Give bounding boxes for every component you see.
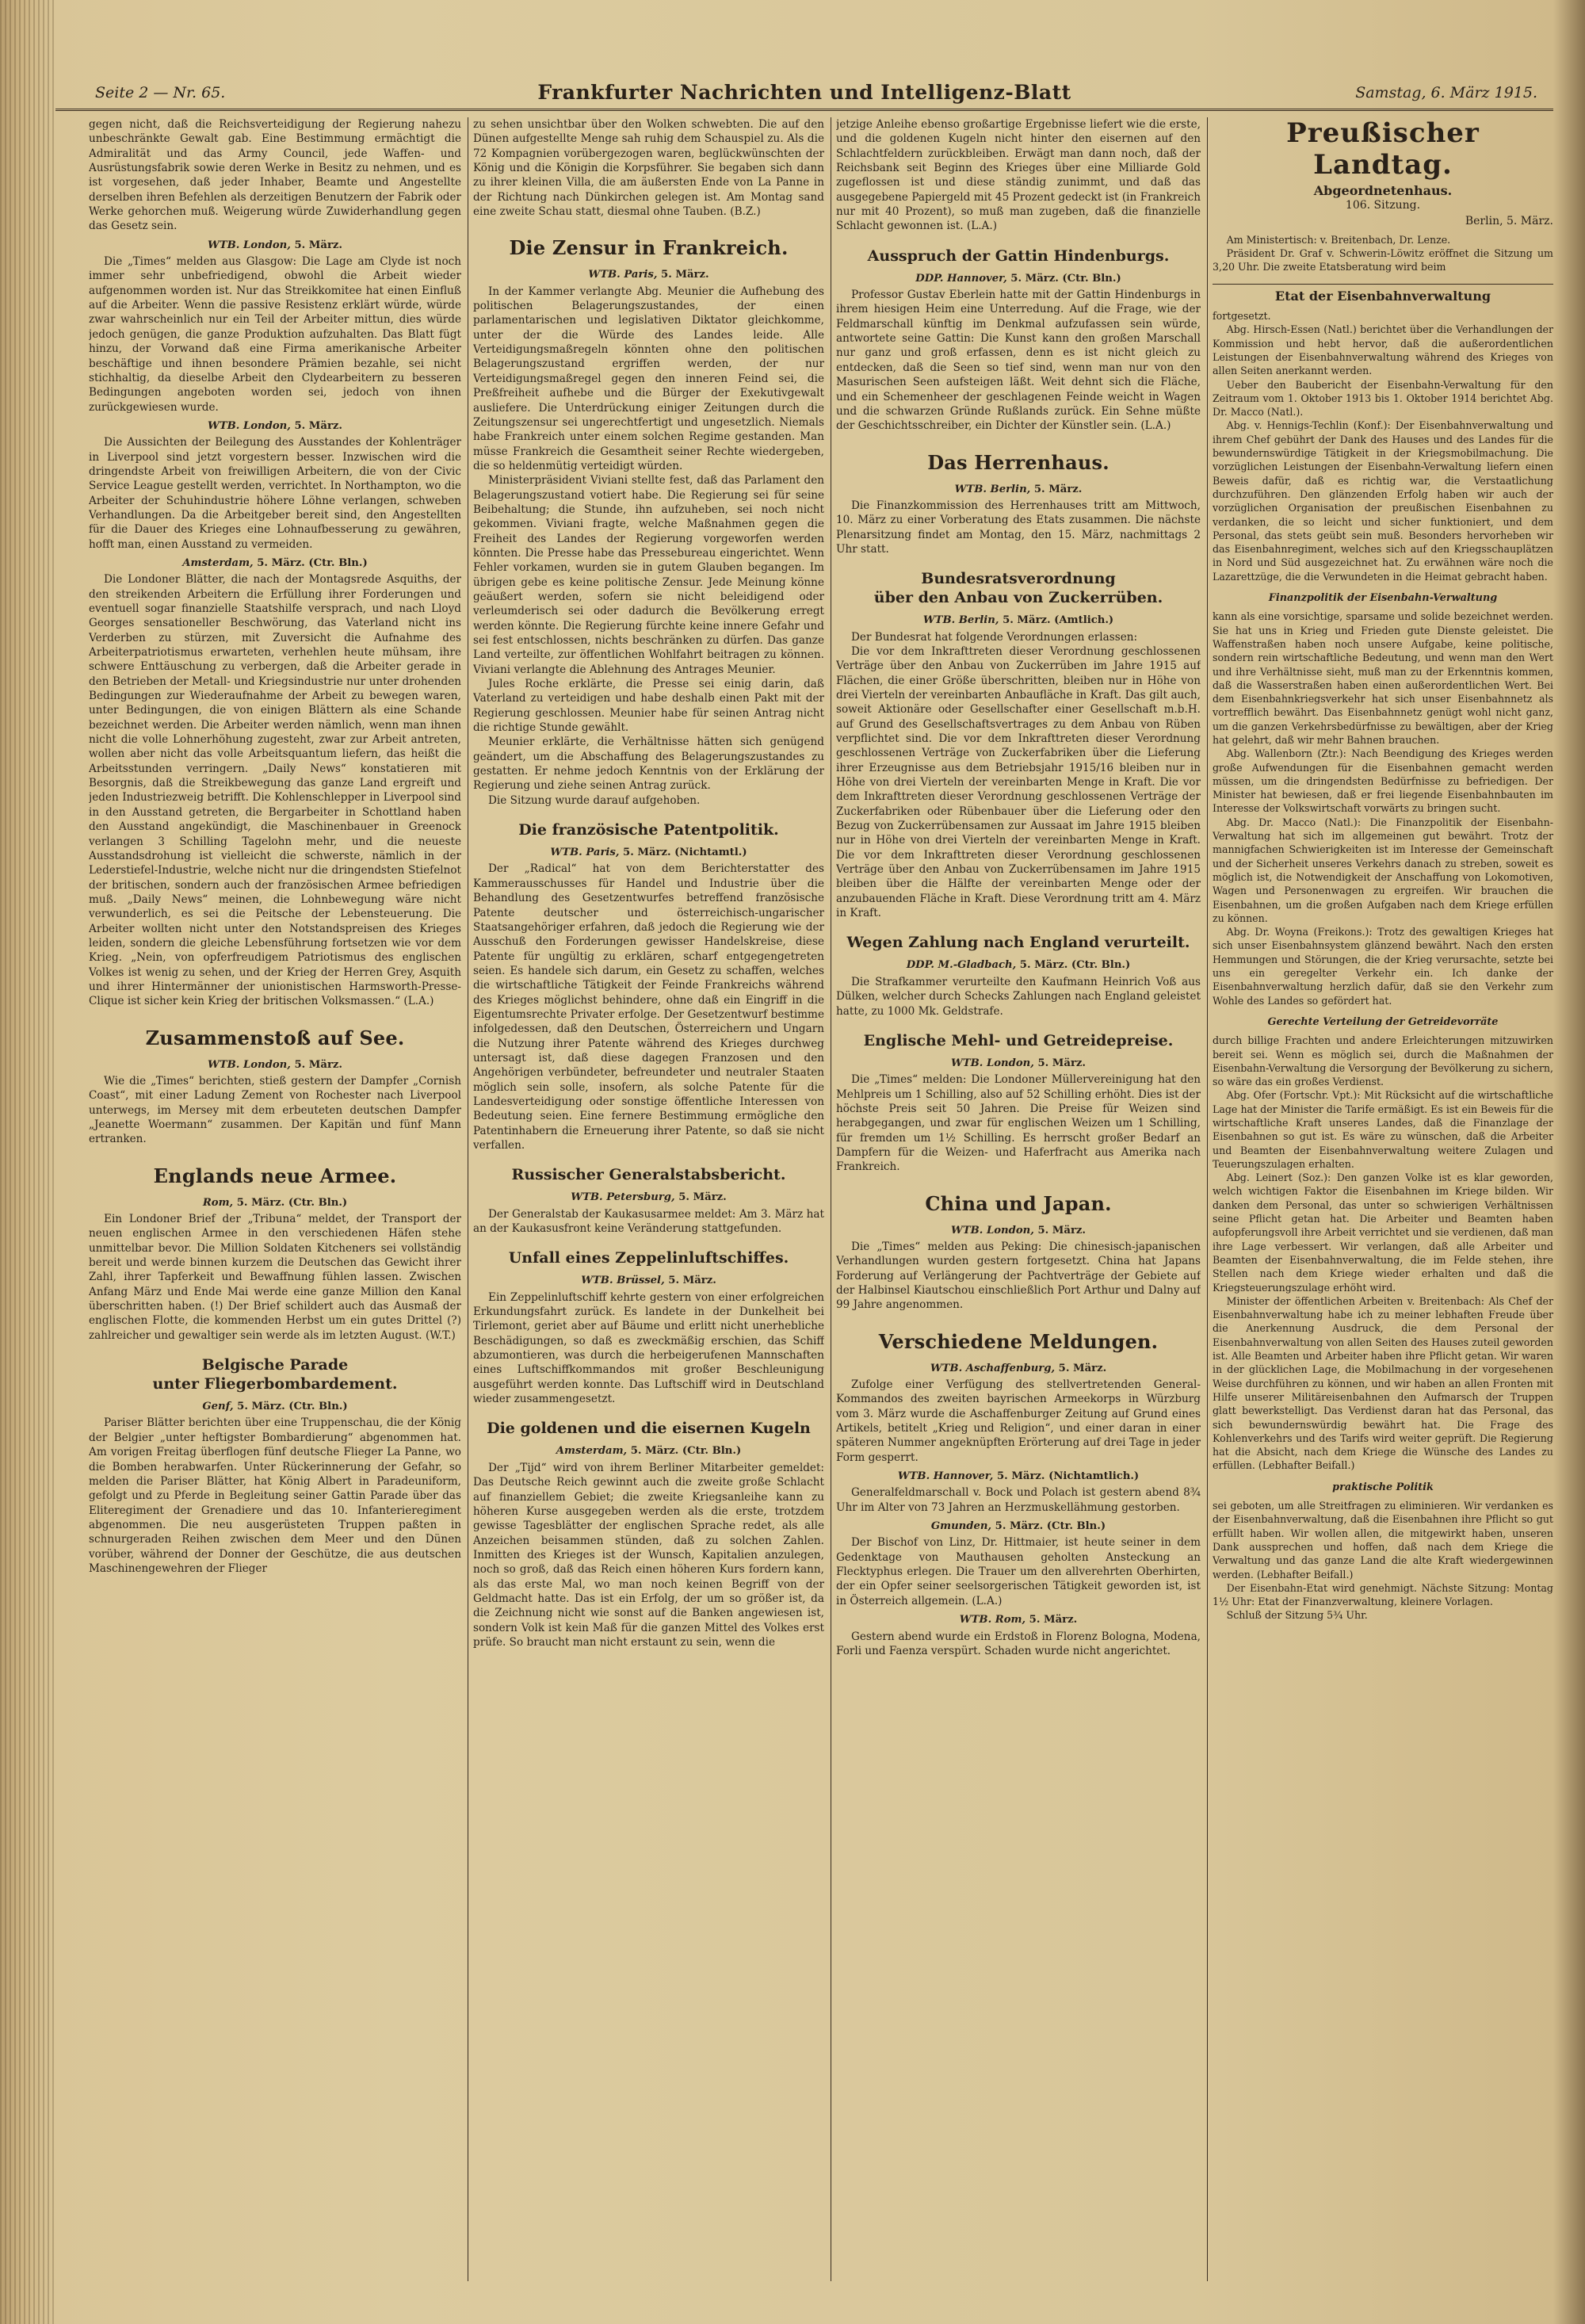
article-paragraph: Pariser Blätter berichten über eine Truppenschau, die der König der Belgier „unter heftigster Bombardierung“ abgenommen hat. Am vorigen Freitag überflogen fünf deutsche Flieger La Panne, wo die Bomben herabwarfen. Unter Rückerinnerung der Gefahr, so melden die Pariser Blätter, hat König Albert in Paradeuniform, gefolgt und zu Pferde in Begleitung seiner Gattin Parade über das Eliteregiment der Grenadiere und das 10. Infanterieregiment abgenommen. Die neu ausgerüsteten Truppen paßten in schnurgeraden Reihen zwischen dem Meer und den Dünen vorüber, während der Donner der Geschütze, die aus deutschen Maschinengewehren der Flieger [89, 1416, 461, 1575]
article-paragraph: Ueber den Baubericht der Eisenbahn-Verwaltung für den Zeitraum vom 1. Oktober 1913 bis 1. Oktober 1914 berichtet Abg. Dr. Macco (Natl.). [1213, 378, 1553, 419]
section-subtitle: Abgeordnetenhaus. [1313, 183, 1453, 198]
topic-heading: Etat der Eisenbahnverwaltung [1213, 284, 1553, 303]
article-paragraph: Abg. Dr. Macco (Natl.): Die Finanzpolitik der Eisenbahn-Verwaltung hat sich im allgemeinen gut bewährt. Trotz der mannigfachen Schwierigkeiten ist im Interesse der Gemeinschaft und der Sicherheit unseres Verkehrs danach zu streben, soweit es möglich ist, die Notwendigkeit der Anschaffung von Lokomotiven, Wagen und Personenwagen zu ergreifen. Wir brauchen die Eisenbahnen, um die großen Aufgaben nach dem Kriege erfüllen zu können. [1213, 816, 1553, 924]
article-paragraph: Die Sitzung wurde darauf aufgehoben. [488, 793, 701, 807]
subheading: praktische Politik [1332, 1481, 1434, 1493]
dateline: WTB. Brüssel, 5. März. [581, 1275, 716, 1287]
article-paragraph: Abg. Leinert (Soz.): Den ganzen Volke ist es klar geworden, welch wichtigen Faktor die Eisenbahnen im Kriege bilden. Wir danken dem Personal, das unter so schwierigen Verhältnissen seine Pflicht getan hat. Die Arbeiter und Beamten haben aufopferungsvoll ihre Arbeit verrichtet und sie verdienen, daß man ihre Lage verbessert. Wir verlangen, daß alle Arbeiter und Beamten der Eisenbahnverwaltung, die im Felde stehen, ihre Stellen nach dem Kriege wieder erhalten und daß die Kriegsteuerungszulage erhöht wird. [1213, 1172, 1553, 1294]
article-paragraph: zu sehen unsichtbar über den Wolken schwebten. Die auf den Dünen aufgestellte Menge sah ruhig dem Schauspiel zu. Als die 72 Kompagnien vorübergezogen waren, beglückwünschten der König und die Königin die Korpsführer. Sie begaben sich dann zu ihrer kleinen Villa, die am äußersten Ende von La Panne in der Richtung nach Dünkirchen gelegen ist. Am Montag sand eine zweite Schau statt, diesmal ohne Tauben. (B.Z.) [473, 118, 824, 219]
dateline: WTB. Berlin, 5. März. (Amtlich.) [922, 614, 1114, 627]
subheading: Finanzpolitik der Eisenbahn-Verwaltung [1268, 592, 1498, 605]
dateline: Rom, 5. März. (Ctr. Bln.) [202, 1196, 348, 1209]
article-paragraph: Die „Times“ melden aus Glasgow: Die Lage am Clyde ist noch immer sehr unbefriedigend, obwohl die Arbeit wieder aufgenommen worden ist. Nur das Streikkomitee hat einen Einfluß auf die Arbeiter. Wenn die passive Resistenz erklärt würde, würde zwar wahrscheinlich nur ein Teil der Arbeiter mittun, dies würde jedoch genügen, die ganze Produktion aufzuhalten. Das Blatt fügt hinzu, der Vorwand daß eine Firma amerikanische Arbeiter beschäftige und ihnen besondere Prämien bezahle, sei nicht stichhaltig, da dieselbe Arbeit den Clydearbeitern zu besseren Bedingungen angeboten worden sei, jedoch von ihnen zurückgewiesen wurde. [89, 255, 461, 414]
dateline: WTB. London, 5. März. [208, 419, 342, 432]
article-headline: Verschiedene Meldungen. [878, 1329, 1159, 1353]
column-rule [1207, 117, 1208, 2281]
article-paragraph: Gestern abend wurde ein Erdstoß in Florenz Bologna, Modena, Forli und Faenza verspürt. Schaden wurde nicht angerichtet. [836, 1630, 1201, 1657]
article-paragraph: kann als eine vorsichtige, sparsame und solide bezeichnet werden. Sie hat uns in Krieg und Frieden gute Dienste geleistet. Die Waffenstraßen haben noch unsere Aufgabe, keine politische, sondern rein wirtschaftliche Bedeutung, und wenn man den Wert und ihre Verhältnisse sieht, muß man zu der Erkenntnis kommen, daß die Wasserstraßen haben einen außerordentlichen Wert. Bei dem Eisenbahnkriegsverkehr hat sich unser Eisenbahnnetz als vortrefflich bewährt. Das Eisenbahnnetz genügt wohl nicht ganz, um die ganzen Verkehrsbedürfnisse zu bewältigen, aber der Krieg hat gelehrt, daß wir mehr Bahnen brauchen. [1213, 610, 1553, 746]
article-paragraph: Abg. Hirsch-Essen (Natl.) berichtet über die Verhandlungen der Kommission und hebt hervor, daß die außerordentlichen Leistungen der Eisenbahnverwaltung während des Krieges von allen Seiten anerkannt werden. [1213, 323, 1553, 377]
article-paragraph: Der Bischof von Linz, Dr. Hittmaier, ist heute seiner in dem Gedenktage von Mauthausen geholten Ansteckung an Flecktyphus erlegen. Die Trauer um den allverehrten Oberhirten, der ein Opfer seiner seelsorgerischen Tätigkeit geworden ist, ist in Österreich allgemein. (L.A.) [836, 1536, 1201, 1607]
article-paragraph: Jules Roche erklärte, die Presse sei einig darin, daß Vaterland zu verteidigen und habe deshalb einen Pakt mit der Regierung geschlossen. Meunier habe für seinen Antrag nicht die richtige Stunde gewählt. [473, 678, 824, 735]
article-headline: Die Zensur in Frankreich. [509, 236, 789, 260]
article-paragraph: Abg. Wallenborn (Ztr.): Nach Beendigung des Krieges werden große Aufwendungen für die Eisenbahnen gemacht werden müssen, um die dringendsten Bedürfnisse zu befriedigen. Der Minister hat bewiesen, daß er frei liegende Eisenbahnbauten im Interesse der Volkswirtschaft vorwärts zu bringen sucht. [1213, 747, 1553, 815]
article-headline-line2: über den Anbau von Zuckerrüben. [873, 589, 1163, 607]
article-headline: Die französische Patentpolitik. [518, 821, 779, 839]
article-headline: Die goldenen und die eisernen Kugeln [487, 1420, 811, 1438]
article-paragraph: sei geboten, um alle Streitfragen zu eliminieren. Wir verdanken es der Eisenbahnverwaltung, daß die Eisenbahnen ihre Pflicht so gut erfüllt haben. Wir wollen allen, die mitgewirkt haben, unseren Dank aussprechen und hoffen, daß nach dem Kriege die Verwaltung und das ganze Land die alte Kraft wiedergewinnen werden. (Lebhafter Beifall.) [1213, 1500, 1553, 1581]
dateline: WTB. Berlin, 5. März. [954, 483, 1083, 495]
article-paragraph: Minister der öffentlichen Arbeiten v. Breitenbach: Als Chef der Eisenbahnverwaltung habe ich zu meiner lebhaften Freude über die Anerkennung Ausdruck, die dem Personal der Eisenbahnverwaltung von allen Seiten des Hauses zuteil geworden ist. Alle Beamten und Arbeiter haben ihre Pflicht getan. Wir waren in der glücklichen Lage, die Mobilmachung in der vorgesehenen Weise durchführen zu können, und wir haben an allen Fronten mit Hilfe unserer Militäreisenbahnen den Aufmarsch der Truppen glatt bewerkstelligt. Das Verdienst daran hat das Personal, das sich bewundernswürdig bewährt hat. Die Frage des Kohlenverkehrs und des Tarifs wird weiter geprüft. Die Regierung hat die Absicht, nach dem Kriege die Wünsche des Landes zu erfüllen. (Lebhafter Beifall.) [1213, 1294, 1553, 1472]
dateline: WTB. London, 5. März. [208, 239, 342, 251]
article-headline: Ausspruch der Gattin Hindenburgs. [867, 247, 1170, 265]
article-paragraph: Ein Londoner Brief der „Tribuna“ meldet, der Transport der neuen englischen Armee in den verschiedenen Häfen stehe unmittelbar bevor. Die Million Soldaten Kitcheners sei vollständig bereit und werde binnen kurzem die Deutschen das Gewicht ihrer Zahl, ihrer Tapferkeit und Bewaffnung fühlen lassen. Zwischen Anfang März und Ende Mai werde eine ganze Million den Kanal überschritten haben. (!) Der Brief schildert auch das Ausmaß der englischen Flotte, die kommenden Herbst um ein gutes Drittel (?) zahlreicher und gewaltiger sein werde als im letzten August. (W.T.) [89, 1213, 461, 1342]
issue-date: Samstag, 6. März 1915. [1355, 84, 1537, 101]
article-paragraph: Der „Tijd“ wird von ihrem Berliner Mitarbeiter gemeldet: Das Deutsche Reich gewinnt auch die zweite große Schlacht auf finanziellem Gebiet; die zweite Kriegsanleihe kann zu höheren Kurse ausgegeben werden als die erste, trotzdem gewisse Tagesblätter der englischen Sprache redet, als alle Anzeichen beisammen stünden, daß zu solchen Zahlen. Inmitten des Krieges ist der Wunsch, Kapitalien anzulegen, noch so groß, daß das Reich einen höheren Kurs fordern kann, als das erste Mal, wo man noch keinen Begriff von der Geldmacht hatte. Das ist ein Erfolg, der um so größer ist, da die Zeichnung nicht wie sonst auf die Banken angewiesen ist, sondern Volk ist kein Maß für die ganzen Mittel des Volkes erst prüfe. So braucht man nicht erstaunt zu sein, wenn die [473, 1461, 824, 1649]
dateline: Genf, 5. März. (Ctr. Bln.) [202, 1401, 348, 1413]
article-headline: Bundesratsverordnung [921, 570, 1116, 588]
page-header [55, 79, 1553, 111]
article-paragraph: Die „Times“ melden aus Peking: Die chinesisch-japanischen Verhandlungen wurden gestern fortgesetzt. China hat Japans Forderung auf Verlängerung der Pachtverträge der Gebiete auf der Halbinsel Kiautschou einschließlich Port Arthur und Dalny auf 99 Jahre angenommen. [836, 1240, 1201, 1312]
dateline: Gmunden, 5. März. (Ctr. Bln.) [930, 1520, 1106, 1533]
article-headline: Das Herrenhaus. [927, 450, 1110, 474]
article-paragraph: Die Strafkammer verurteilte den Kaufmann Heinrich Voß aus Dülken, welcher durch Schecks Zahlungen nach England geleistet hatte, zu 1000 Mk. Geldstrafe. [836, 975, 1201, 1018]
article-headline: Englands neue Armee. [153, 1164, 397, 1187]
article-paragraph: Professor Gustav Eberlein hatte mit der Gattin Hindenburgs in ihrem hiesigen Heim eine Unterredung. Auf die Frage, wie der Feldmarschall künftig im Denkmal aufzufassen sein würde, antwortete seine Gattin: Die Kunst kann den großen Marschall nur ganz und groß erfassen, denn es ist nicht gleich zu entdecken, daß die Seen so tief sind, wenn man nur von den Masurischen Seen aufsteigen läßt. Weit dehnt sich die Fläche, und ein Schemenheer der geschlagenen Feinde weicht in Wagen und die schwarzen Gründe Rußlands zurück. Ein Sehne müßte der Geschichtsschreiber, ein Dichter der Künstler sein. (L.A.) [836, 289, 1201, 433]
dateline: WTB. Rom, 5. März. [959, 1614, 1078, 1626]
article-headline: Belgische Parade [201, 1356, 349, 1374]
article-paragraph: Abg. Dr. Woyna (Freikons.): Trotz des gewaltigen Krieges hat sich unser Eisenbahnsystem glänzend bewährt. Nach den ersten Hemmungen und Störungen, die der Krieg verursachte, setzte bei uns ein geregelter Verkehr ein. Ich danke der Eisenbahnverwaltung herzlich dafür, daß sie den Verkehr zum Wohle des Landes so gefördert hat. [1213, 926, 1553, 1007]
article-paragraph: jetzige Anleihe ebenso großartige Ergebnisse liefert wie die erste, und die goldenen Kugeln nicht hinter den eisernen auf den Schlachtfeldern zurückbleiben. Erwägt man dann noch, daß der Reichsbank seit Beginn des Krieges über eine Milliarde Gold zugeflossen ist und diese ständig zunimmt, und daß das ausgegebene Papiergeld mit 45 Prozent gedeckt ist (in Frankreich nur mit 40 Prozent), so muß man zugeben, daß die finanzielle Schlacht gewonnen ist. (L.A.) [836, 118, 1201, 233]
subheading: Gerechte Verteilung der Getreidevorräte [1267, 1015, 1499, 1028]
dateline: Amsterdam, 5. März. (Ctr. Bln.) [182, 556, 368, 569]
article-paragraph: Die Aussichten der Beilegung des Ausstandes der Kohlenträger in Liverpool sind jetzt vorgestern besser. Inzwischen wird die dringendste Arbeit von freiwilligen Arbeitern, die von der Civic Service League gestellt werden, verrichtet. In Northampton, wo die Arbeiter der Schuhindustrie höhere Löhne verlangen, schweben Verhandlungen. Da die Arbeitgeber bereit sind, den Angestellten für die Dauer des Krieges eine Lohnaufbesserung zu gewähren, hofft man, einen Ausstand zu vermeiden. [89, 436, 461, 551]
article-paragraph: Die „Times“ melden: Die Londoner Müllervereinigung hat den Mehlpreis um 1 Schilling, also auf 52 Schilling erhöht. Dies ist der höchste Preis seit 50 Jahren. Die Preise für Weizen sind herabgegangen, und zwar für englischen Weizen um 1 Schilling, für fremden um 1½ Schilling. Es herrscht großer Bedarf an Dampfern für die Weizen- und Haferfracht aus Amerika nach Frankreich. [836, 1073, 1201, 1174]
session-number: 106. Sitzung. [1345, 199, 1421, 212]
article-paragraph: gegen nicht, daß die Reichsverteidigung der Regierung nahezu unbeschränkte Gewalt gab. Eine Bestimmung ermächtigt die Admiralität und das Army Council, jede Waffen- und Ausrüstungsfabrik sowie deren Werke in Besitz zu nehmen, und es ist vorgesehen, daß jeder Inhaber, Beamte und Angestellte derselben ihren Befehlen als derzeitigen Benutzern der Fabrik oder Werke gehorchen muß. Weigerung würde Zuwiderhandlung gegen das Gesetz sein. [89, 118, 461, 233]
dateline: DDP. Hannover, 5. März. (Ctr. Bln.) [915, 272, 1121, 285]
article-paragraph: Präsident Dr. Graf v. Schwerin-Löwitz eröffnet die Sitzung um 3,20 Uhr. Die zweite Etatsberatung wird beim [1213, 247, 1553, 273]
dateline: Amsterdam, 5. März. (Ctr. Bln.) [556, 1445, 742, 1458]
article-headline-line2: unter Fliegerbombardement. [152, 1375, 398, 1393]
dateline: WTB. Petersburg, 5. März. [571, 1191, 727, 1204]
dateline: WTB. Paris, 5. März. [588, 269, 709, 281]
column-1 [89, 117, 461, 2273]
session-dateline: Berlin, 5. März. [1465, 214, 1553, 227]
article-paragraph: Die Finanzkommission des Herrenhauses tritt am Mittwoch, 10. März zu einer Vorberatung des Etats zusammen. Die nächste Plenarsitzung findet am Montag, den 15. März, nachmittags 2 Uhr statt. [836, 499, 1201, 556]
article-headline: Wegen Zahlung nach England verurteilt. [846, 934, 1190, 952]
masthead-title: Frankfurter Nachrichten und Intelligenz-Blatt [537, 81, 1071, 104]
article-headline: Zusammenstoß auf See. [145, 1026, 405, 1049]
article-paragraph: durch billige Frachten und andere Erleichterungen mitzuwirken bereit sei. Wenn es möglich sei, durch die Maßnahmen der Eisenbahn-Verwaltung die Versorgung der Bevölkerung zu sichern, so wäre das ein großes Verdienst. [1213, 1034, 1553, 1088]
article-paragraph: Der Bundesrat hat folgende Verordnungen erlassen: [851, 630, 1138, 644]
article-headline: Englische Mehl- und Getreidepreise. [863, 1031, 1174, 1049]
article-paragraph: Ministerpräsident Viviani stellte fest, daß das Parlament den Belagerungszustand votiert habe. Die Regierung sei für seine Beibehaltung; die Stunde, ihn aufzuheben, sei noch nicht gekommen. Viviani fragte, welche Maßnahmen gegen die Freiheit des Landes der Regierung vorgeworfen werden könnten. Die Presse habe das Pressebureau eingerichtet. Wenn Fehler vorkamen, wurden sie in gutem Glauben begangen. Im übrigen gebe es keine politische Zensur. Jede Meinung könne geäußert werden, sofern sie nicht beleidigend oder verleumderisch sei oder dadurch die Bevölkerung erregt werden könnte. Die Regierung fürchte keine innere Gefahr und sei fest entschlossen, nichts beschränken zu dürfen. Das ganze Land verteilte, zur öffentlichen Wohlfahrt beitragen zu können. Viviani verlangte die Ablehnung des Antrages Meunier. [473, 474, 824, 676]
article-paragraph: Der Generalstab der Kaukasusarmee meldet: Am 3. März hat an der Kaukasusfront keine Veränderung stattgefunden. [473, 1207, 824, 1236]
dateline: WTB. Aschaffenburg, 5. März. [930, 1362, 1107, 1374]
article-paragraph: Generalfeldmarschall v. Bock und Polach ist gestern abend 8¾ Uhr im Alter von 73 Jahren an Herzmuskellähmung gestorben. [836, 1486, 1201, 1514]
article-paragraph: Die Londoner Blätter, die nach der Montagsrede Asquiths, der den streikenden Arbeitern die Erfüllung ihrer Forderungen und eventuell sogar finanzielle Staatshilfe versprach, und nach Lloyd Georges sensationeller Beschwörung, das Vaterland nicht ins Verderben zu stürzen, mit Zuversicht die Aufnahme des Arbeiterpatriotismus erwarteten, verhehlen heute mühsam, ihre schwere Enttäuschung zu verbergen, daß die Arbeiter gerade in den Betrieben der Metall- und Kriegsindustrie nur unter drohenden Bedingungen zur Wiederaufnahme der Arbeit zu bewegen waren, unter Bedingungen, die von einigen Blättern als eine Schande bezeichnet werden. Die Arbeiter werden nämlich, wenn man ihnen nicht die volle Lohnerhöhung zugesteht, zwar zur Arbeit antreten, wollen aber nicht das volle Arbeitsquantum liefern, das heißt die Arbeitsstunden verringern. „Daily News“ konstatieren mit Besorgnis, daß die Streikbewegung das ganze Land ergreift und jeden Industriezweig betrifft. Die Kohlenschlepper in Liverpool sind in den Ausstand getreten, die Bergarbeiter in Schottland haben den Ausstand angekündigt, die Maschinenbauer in Greenock verlangen 3 Schilling Tagelohn mehr, und die neueste Ausstandsdrohung ist vielleicht die schwerste, nämlich in der Lederstiefel-Industrie, welche nicht nur die dringendsten Stiefelnot der britischen, sondern auch der französischen Armee befriedigen muß. „Daily News“ meinen, die Lohnbewegung wäre nicht verwunderlich, es sei die Peitsche der Lebensteuerung. Die Arbeiter wollten nicht unter den Notstandspreisen des Krieges leiden, sondern die gleiche Lebensführung fortsetzen wie vor dem Krieg. „Nein, von opferfreudigem Patriotismus des englischen Volkes ist wenig zu sehen, und der Krieg der Herren Grey, Asquith und ihrer Hintermänner der unionistischen Harmsworth-Presse-Clique ist sicher kein Krieg der britischen Volksmassen.“ (L.A.) [89, 573, 461, 1008]
article-paragraph: Meunier erklärte, die Verhältnisse hätten sich genügend geändert, um die Abschaffung des Belagerungszustandes zu gestatten. Er nehme jedoch Kenntnis von der Erklärung der Regierung und ziehe seinen Antrag zurück. [473, 736, 824, 793]
article-headline: China und Japan. [925, 1191, 1112, 1215]
article-paragraph: Der Eisenbahn-Etat wird genehmigt. Nächste Sitzung: Montag 1½ Uhr: Etat der Finanzverwaltung, kleinere Vorlagen. [1213, 1581, 1553, 1608]
column-3 [836, 117, 1201, 2273]
article-paragraph: Die vor dem Inkrafttreten dieser Verordnung geschlossenen Verträge über den Anbau von Zuckerrüben im Jahre 1915 auf Flächen, die einer Größe überschritten, bleiben nur in Höhe von drei Vierteln der vereinbarten Anbaufläche in Kraft. Das gilt auch, soweit Aktionäre oder Gesellschafter einer Gesellschaft m.b.H. auf Grund des Gesellschaftsvertrages zu dem Anbau von Rüben verpflichtet sind. Die vor dem Inkrafttreten dieser Verordnung geschlossenen Verträge von Zuckerfabriken über die Lieferung ihrer Erzeugnisse aus dem Betriebsjahr 1915/16 bleiben nur in Höhe von drei Vierteln der vereinbarten Menge in Kraft. Die vor dem Inkrafttreten dieser Verordnung geschlossenen Verträge der Zuckerfabriken oder Rübenbauer über die Lieferung oder den Bezug von Zuckerrübensamen zur Aussaat im Jahre 1915 bleiben nur in Höhe von drei Vierteln der vereinbarten Menge in Kraft. Die vor dem Inkrafttreten dieser Verordnung geschlossenen Verträge über den Anbau von Zuckerrübensamen im Jahre 1915 bleiben über die Hälfte der vereinbarten Menge oder der anzubauenden Fläche in Kraft. Diese Verordnung tritt am 4. März in Kraft. [836, 644, 1201, 920]
article-paragraph: Abg. v. Hennigs-Techlin (Konf.): Der Eisenbahnverwaltung und ihrem Chef gebührt der Dank des Hauses und des Landes für die bewundernswürdige Tätigkeit in der Kriegsmobilmachung. Die vorzüglichen Leistungen der Eisenbahn-Verwaltung liefern einen Beweis dafür, daß es richtig war, die Verstaatlichung durchzuführen. Den glänzenden Erfolg haben wir auch der vorzüglichen Organisation der preußischen Eisenbahnen zu verdanken, die so leicht und sicher funktioniert, und dem Personal, das stets geübt sein muß. Besonders hervorheben wir das Eisenbahnregiment, welches sich auf den Kriegsschauplätzen in Nord und Süd ausgezeichnet hat. Zu erwähnen wäre noch die Lazarettzüge, die die Verwundeten in die Heimat gebracht haben. [1213, 419, 1553, 583]
article-paragraph: Ein Zeppelinluftschiff kehrte gestern von einer erfolgreichen Erkundungsfahrt zurück. Es landete in der Dunkelheit bei Tirlemont, geriet aber auf Bäume und erlitt nicht unerhebliche Beschädigungen, so daß es zweckmäßig erschien, das Schiff abzumontieren, was durch die herbeigerufenen Mannschaften eines Luftschiffkommandos mit großer Beschleunigung ausgeführt werden konnte. Das Luftschiff wird in Deutschland wieder zusammengesetzt. [473, 1290, 824, 1406]
article-paragraph: Abg. Ofer (Fortschr. Vpt.): Mit Rücksicht auf die wirtschaftliche Lage hat der Minister die Tarife ermäßigt. Es ist ein Beweis für die wirtschaftliche Kraft unseres Landes, daß die Finanzlage der Eisenbahnen so gut ist. Es wäre zu wünschen, daß die Arbeiter und Beamten der Eisenbahnverwaltung weitere Zulagen und Teuerungszulagen erhalten. [1213, 1089, 1553, 1170]
article-paragraph: Schluß der Sitzung 5¾ Uhr. [1226, 1609, 1368, 1622]
article-paragraph: Am Ministertisch: v. Breitenbach, Dr. Lenze. [1226, 233, 1451, 246]
column-4 [1213, 117, 1553, 2273]
article-paragraph: In der Kammer verlangte Abg. Meunier die Aufhebung des politischen Belagerungszustandes, der einen parlamentarischen und legislativen Diktator gleichkomme, unter der die Würde des Landes leide. Alle Verteidigungsmaßregeln könnten ohne den politischen Belagerungszustand ergriffen werden, der nur Verteidigungsmaßregel gegen den inneren Feind sei, die Preßfreiheit aufhebe und die Bürger der Exekutivgewalt ausliefere. Die Unterdrückung einiger Zeitungen durch die Zeitungszensur sei ungerechtfertigt und ungesetzlich. Niemals habe Frankreich unter einem solchen Regime gestanden. Man müsse Frankreich die Gesamtheit seiner Rechte wiedergeben, die so heldenmütig verteidigt würden. [473, 285, 824, 472]
article-paragraph: Wie die „Times“ berichten, stieß gestern der Dampfer „Cornish Coast“, mit einer Ladung Zement von Rochester nach Liverpool unterwegs, im Mersey mit dem erbeuteten deutschen Dampfer „Jeanette Woermann“ zusammen. Der Kapitän und fünf Mann ertranken. [89, 1074, 461, 1146]
page-number: Seite 2 — Nr. 65. [95, 84, 226, 101]
article-paragraph: Der „Radical“ hat von dem Berichterstatter des Kammerausschusses für Handel und Industrie über die Behandlung des Gesetzentwurfes betreffend französische Patente deutscher und österreichisch-ungarischer Staatsangehöriger erfahren, daß jedoch die Regierung wie der Ausschuß den Forderungen gewisser Handelskreise, diese Patente für ungültig zu erklären, scharf entgegengetreten seien. Es handele sich darum, ein Gesetz zu schaffen, welches die wirtschaftliche Tätigkeit der Feinde Frankreichs während des Krieges möglichst behindere, ohne daß ein Eingriff in die Eigentumsrechte Privater erfolge. Der Gesetzentwurf bestimme infolgedessen, daß den Deutschen, Österreichern und Ungarn die Nutzung ihrer Patente während des Krieges durchweg untersagt ist, daß diese dagegen Franzosen und den Angehörigen verbündeter, befreundeter und neutraler Staaten möglich sein solle, insofern, als solche Patente für die Landesverteidigung oder sonstige öffentliche Interessen von Bedeutung seien. Eine fernere Bestimmung ermögliche den Patentinhabern die Erneuerung ihrer Patente, so daß sie nicht verfallen. [473, 862, 824, 1152]
dateline: WTB. Hannover, 5. März. (Nichtamtlich.) [897, 1470, 1140, 1483]
column-2 [473, 117, 824, 2273]
article-paragraph: Zufolge einer Verfügung des stellvertretenden General-Kommandos des zweiten bayrischen Armeekorps in Würzburg vom 3. März wurde die Aschaffenburger Zeitung auf Grund eines Artikels, betitelt „Krieg und Religion“, und einer daran in einer späteren Nummer angeknüpften Erörterung auf drei Tage in jeder Form gesperrt. [836, 1378, 1201, 1464]
dateline: WTB. London, 5. März. [208, 1058, 342, 1071]
article-paragraph: fortgesetzt. [1213, 310, 1271, 323]
section-title: Preußischer Landtag. [1286, 117, 1480, 181]
article-headline: Russischer Generalstabsbericht. [511, 1166, 786, 1184]
dateline: WTB. London, 5. März. [951, 1224, 1086, 1237]
article-headline: Unfall eines Zeppelinluftschiffes. [508, 1249, 789, 1267]
dateline: WTB. Paris, 5. März. (Nichtamtl.) [550, 847, 747, 859]
dateline: DDP. M.-Gladbach, 5. März. (Ctr. Bln.) [906, 959, 1131, 972]
dateline: WTB. London, 5. März. [951, 1057, 1086, 1069]
